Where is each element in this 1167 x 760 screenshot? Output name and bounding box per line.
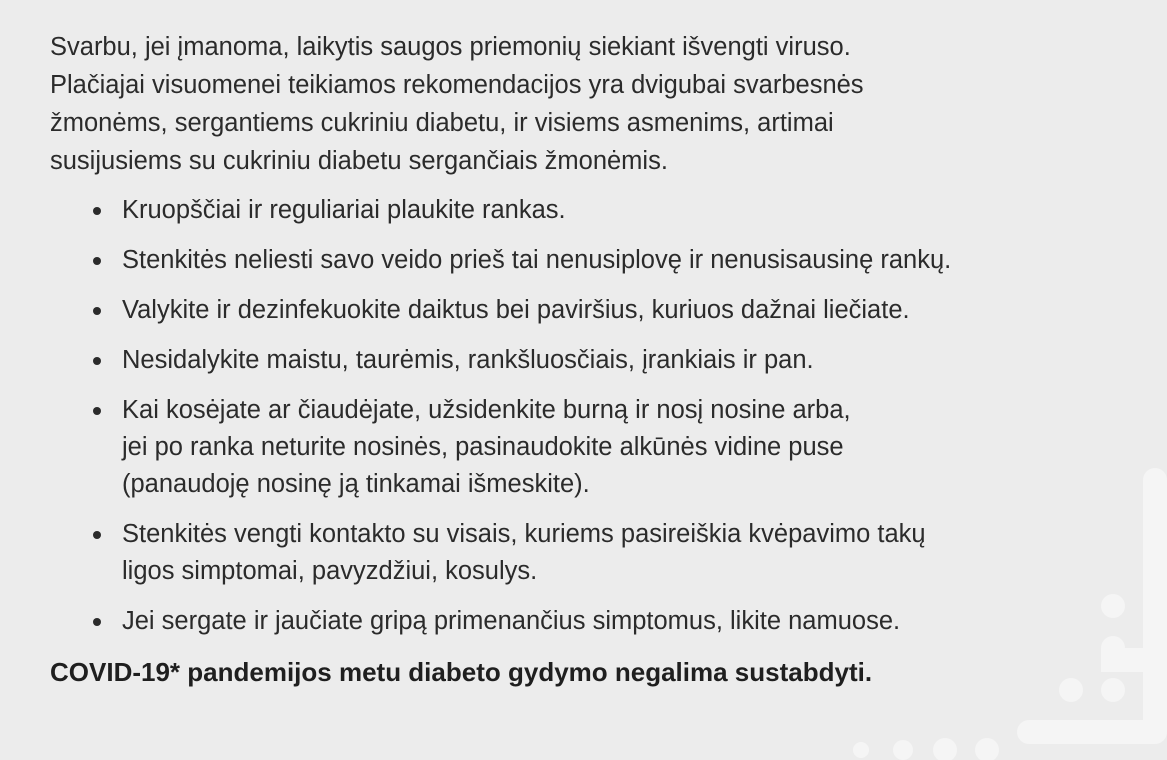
list-item-text: Valykite ir dezinfekuokite daiktus bei paviršius, kuriuos dažnai liečiate. — [122, 296, 910, 324]
list-item — [50, 292, 1145, 329]
bullet-dot-icon — [93, 207, 101, 215]
bullet-dot-icon — [93, 357, 101, 365]
list-item — [50, 516, 1145, 590]
list-item — [50, 342, 1145, 379]
bullet-dot-icon — [93, 307, 101, 315]
list-item-text: Kai kosėjate ar čiaudėjate, užsidenkite burną ir nosį nosine arba, jei po ranka neturite nosinės, pasinaudokite alkūnės vidine puse (panaudoję nosinę ją tinkamai išmeskite). — [122, 396, 851, 498]
bullet-dot-icon — [93, 618, 101, 626]
recommendation-list — [50, 192, 1145, 640]
closing-statement: COVID-19* pandemijos metu diabeto gydymo negalima sustabdyti. — [50, 657, 873, 687]
list-item-text: Kruopščiai ir reguliariai plaukite rankas. — [122, 196, 566, 224]
list-item — [50, 392, 1145, 503]
list-item — [50, 192, 1145, 229]
bullet-dot-icon — [93, 257, 101, 265]
list-item — [50, 242, 1145, 279]
list-item-text: Stenkitės neliesti savo veido prieš tai nenusiplovę ir nenusisausinę rankų. — [122, 246, 952, 274]
intro-paragraph: Svarbu, jei įmanoma, laikytis saugos priemonių siekiant išvengti viruso. Plačiajai visuomenei teikiamos rekomendacijos yra dvigubai svarbesnės žmonėms, sergantiems cukriniu diabetu, ir visiems asmenims, artimai susijusiems su cukriniu diabetu sergančiais žmonėmis. — [50, 33, 864, 175]
list-item-text: Nesidalykite maistu, taurėmis, rankšluosčiais, įrankiais ir pan. — [122, 346, 814, 374]
list-item — [50, 603, 1145, 640]
list-item-text: Stenkitės vengti kontakto su visais, kuriems pasireiškia kvėpavimo takų ligos simptomai, pavyzdžiui, kosulys. — [122, 520, 926, 585]
document-body — [50, 28, 1145, 691]
list-item-text: Jei sergate ir jaučiate gripą primenančius simptomus, likite namuose. — [122, 607, 901, 635]
bullet-dot-icon — [93, 531, 101, 539]
bullet-dot-icon — [93, 407, 101, 415]
